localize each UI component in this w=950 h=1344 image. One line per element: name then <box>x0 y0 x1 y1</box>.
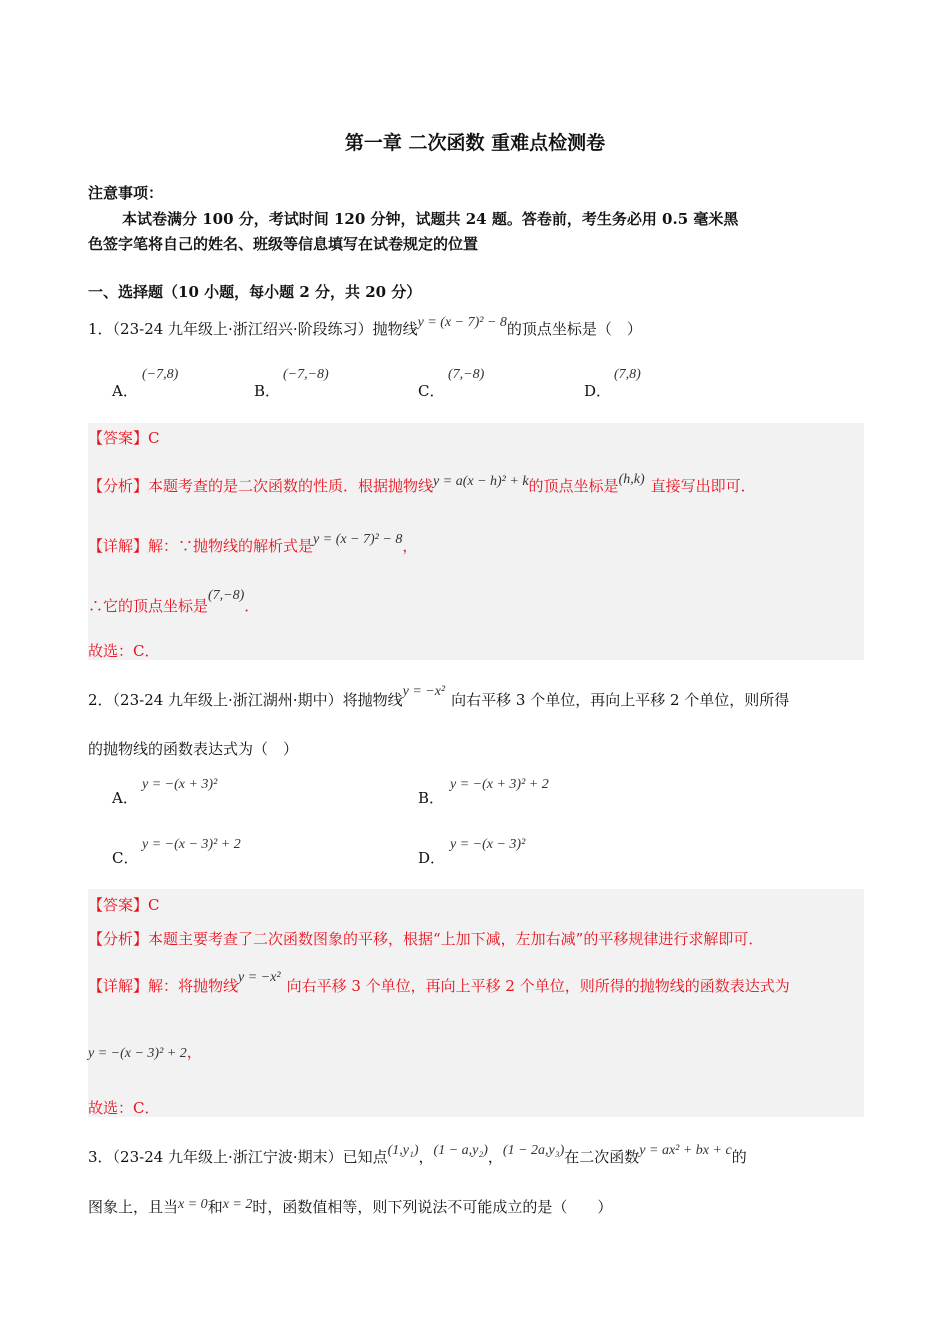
option-d-value: y = −(x − 3)² <box>450 837 526 852</box>
answer-tag: 【答案】 <box>88 896 149 914</box>
math-expression: (1 − a,y₂) <box>433 1143 488 1158</box>
math-expression: y = (x − 7)² − 8 <box>313 532 403 547</box>
option-b-value: y = −(x + 3)² + 2 <box>450 777 549 792</box>
option-c-value: y = −(x − 3)² + 2 <box>142 837 241 852</box>
analysis-text: 本题主要考查了二次函数图象的平移，根据“上加下减，左加右减”的平移规律进行求解即可． <box>148 930 764 948</box>
option-b[interactable] <box>418 787 444 808</box>
question-3-line-2 <box>88 1196 612 1217</box>
notice-line-2: 色签字笔将自己的姓名、班级等信息填写在试卷规定的位置 <box>88 235 479 253</box>
option-c-value: (7,−8) <box>448 367 485 382</box>
math-expression: y = −x² <box>402 684 446 699</box>
detail-text: ， <box>402 537 418 555</box>
question-2-stem <box>88 684 790 710</box>
question-text: 和 <box>207 1198 223 1216</box>
analysis-text: 直接写出即可． <box>650 477 756 495</box>
math-expression: y = −(x − 3)² + 2 <box>88 1046 187 1061</box>
math-expression: (1 − 2a,y₃) <box>502 1143 565 1158</box>
analysis-tag: 【分析】 <box>88 930 149 948</box>
option-d[interactable] <box>418 847 445 868</box>
option-label: C． <box>418 382 445 400</box>
question-3-stem <box>88 1143 747 1167</box>
math-expression: (h,k) <box>618 472 645 487</box>
detail-tag: 【详解】 <box>88 537 149 555</box>
option-a-value: (−7,8) <box>142 367 179 382</box>
question-text: 在二次函数 <box>564 1148 640 1166</box>
option-label: C． <box>112 849 139 867</box>
question-2-line-2: 的抛物线的函数表达式为（ ） <box>88 740 299 758</box>
separator: ， <box>418 1148 434 1166</box>
math-expression: (7,−8) <box>208 588 245 603</box>
analysis-tag: 【分析】 <box>88 477 149 495</box>
page-title: 第一章 二次函数 重难点检测卷 <box>344 132 606 154</box>
question-tail: 向右平移 3 个单位，再向上平移 2 个单位，则所得 <box>451 691 790 709</box>
answer-value: C <box>148 896 160 914</box>
option-c[interactable] <box>418 380 444 401</box>
option-d[interactable] <box>584 380 611 401</box>
option-c[interactable] <box>112 847 138 868</box>
separator: ， <box>487 1148 503 1166</box>
option-label: A． <box>112 382 138 400</box>
detail-line <box>88 532 418 556</box>
math-expression: y = (x − 7)² − 8 <box>417 315 507 330</box>
answer-tag: 【答案】 <box>88 429 149 447</box>
option-a[interactable] <box>112 787 138 808</box>
analysis-line <box>88 928 763 949</box>
question-source: （23-24 九年级上·浙江宁波·期末）已知点 <box>112 1148 388 1166</box>
detail-tag: 【详解】 <box>88 977 149 995</box>
detail-text: ∴它的顶点坐标是 <box>88 597 209 615</box>
question-text: 的 <box>731 1148 747 1166</box>
answer-value: C <box>148 429 160 447</box>
math-expression: y = a(x − h)² + k <box>433 474 529 489</box>
detail-text: 解：将抛物线 <box>148 977 239 995</box>
analysis-text: 本题考查的是二次函数的性质．根据抛物线 <box>148 477 434 495</box>
question-text: 图象上，且当 <box>88 1198 179 1216</box>
question-tail: 的顶点坐标是（ ） <box>506 320 642 338</box>
option-label: A． <box>112 789 138 807</box>
math-expression: y = ax² + bx + c <box>639 1143 732 1158</box>
option-label: D． <box>418 849 446 867</box>
option-a-value: y = −(x + 3)² <box>142 777 218 792</box>
option-label: B． <box>418 789 445 807</box>
detail-text: ， <box>186 1043 202 1061</box>
question-source: （23-24 九年级上·浙江湖州·期中）将抛物线 <box>112 691 403 709</box>
result-line <box>88 1041 202 1062</box>
analysis-text: 的顶点坐标是 <box>528 477 619 495</box>
choose-line: 故选：C． <box>88 642 160 660</box>
question-number: 3． <box>88 1148 113 1166</box>
choose-line: 故选：C． <box>88 1099 160 1117</box>
option-d-value: (7,8) <box>614 367 641 382</box>
detail-line <box>88 970 790 996</box>
question-1-stem <box>88 315 642 339</box>
question-number: 1． <box>88 320 113 338</box>
option-label: D． <box>584 382 612 400</box>
math-expression: y = −x² <box>238 970 281 985</box>
section-heading: 一、选择题（10 小题，每小题 2 分，共 20 分） <box>88 283 422 301</box>
option-b-value: (−7,−8) <box>283 367 329 382</box>
answer-line <box>88 427 160 448</box>
answer-box-2 <box>88 889 864 1117</box>
question-source: （23-24 九年级上·浙江绍兴·阶段练习）抛物线 <box>112 320 418 338</box>
question-number: 2． <box>88 691 113 709</box>
math-expression: (1,y₁) <box>387 1143 419 1158</box>
notice-line-1: 本试卷满分 100 分，考试时间 120 分钟，试题共 24 题。答卷前，考生务必用 0.5 毫米黑 <box>122 210 739 228</box>
option-b[interactable] <box>254 380 280 401</box>
option-label: B． <box>254 382 281 400</box>
detail-text: 解：∵抛物线的解析式是 <box>148 537 314 555</box>
analysis-line <box>88 472 756 496</box>
detail-text: ． <box>244 597 260 615</box>
option-a[interactable] <box>112 380 138 401</box>
answer-line <box>88 894 160 915</box>
math-expression: x = 0 <box>178 1197 208 1212</box>
question-text: 时，函数值相等，则下列说法不可能成立的是（ ） <box>252 1198 613 1216</box>
math-expression: x = 2 <box>222 1197 253 1212</box>
therefore-line <box>88 588 260 616</box>
notice-heading: 注意事项： <box>88 184 164 202</box>
detail-text: 向右平移 3 个单位，再向上平移 2 个单位，则所得的抛物线的函数表达式为 <box>286 977 790 995</box>
